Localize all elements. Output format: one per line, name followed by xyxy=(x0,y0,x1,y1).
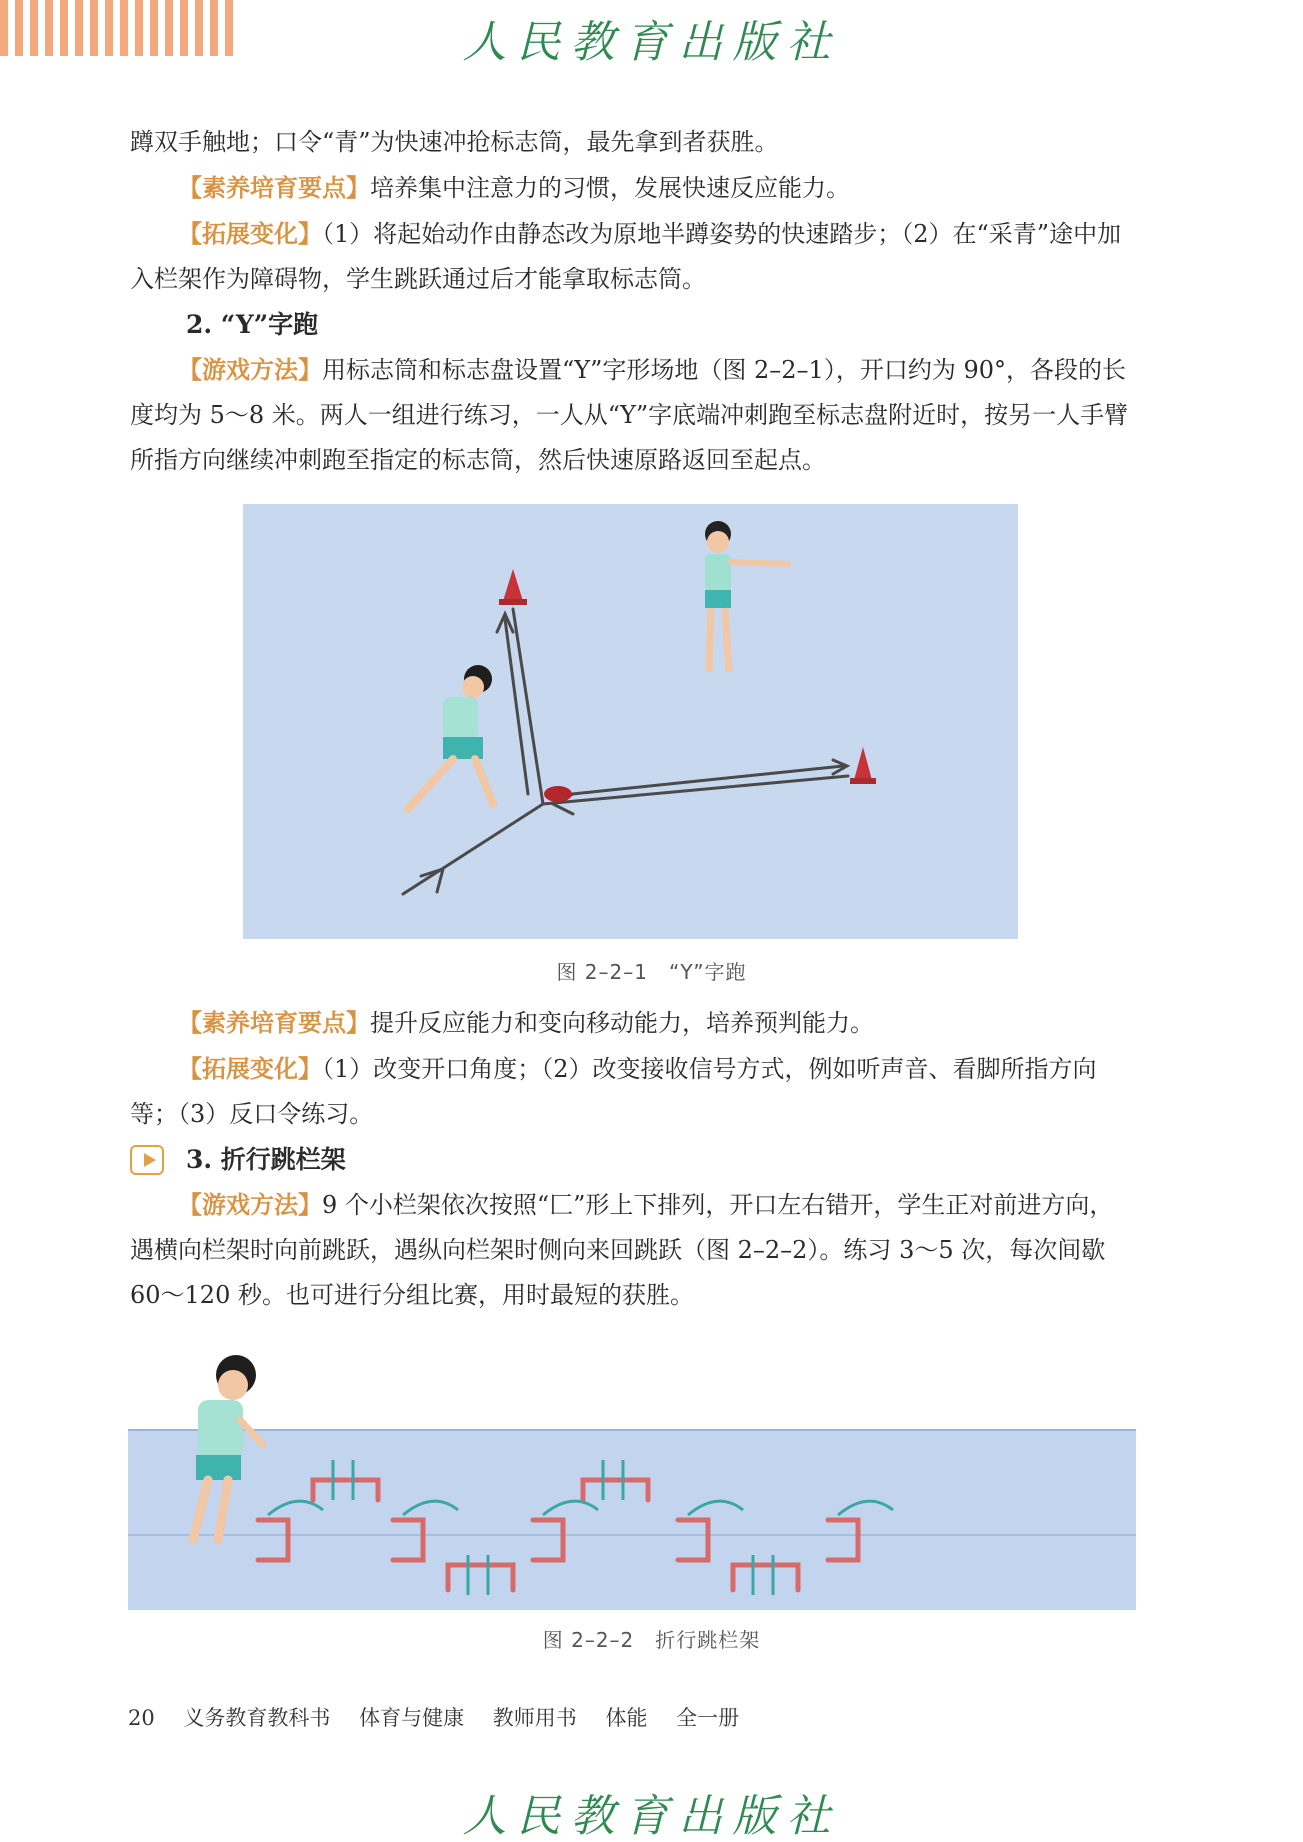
tag-extension-2: 【拓展变化】 xyxy=(178,1054,322,1083)
page-number: 20 xyxy=(128,1706,155,1730)
paragraph-4-text: 用标志筒和标志盘设置“Y”字形场地（图 2–2–1），开口约为 90°，各段的长度均为 5～8 米。两人一组进行练习，一人从“Y”字底端冲刺跑至标志盘附近时，按另一人手臂所指方向继续冲刺跑至指定的标志筒，然后快速原路返回至起点。 xyxy=(130,356,1129,474)
paragraph-6-text: （1）改变开口角度；（2）改变接收信号方式，例如听声音、看脚所指方向等；（3）反口令练习。 xyxy=(130,1055,1097,1128)
footer-book: 义务教育教科书 xyxy=(183,1706,331,1730)
footer-type: 教师用书 xyxy=(492,1706,577,1730)
section-heading-hurdles-text: 3. 折行跳栏架 xyxy=(186,1145,346,1174)
pointing-child-figure xyxy=(705,521,788,672)
y-base-path xyxy=(403,804,543,894)
page-footer xyxy=(128,1702,761,1732)
paragraph-7-text: 9 个小栏架依次按照“匚”形上下排列，开口左右错开，学生正对前进方向，遇横向栏架时向前跳跃，遇纵向栏架时侧向来回跳跃（图 2–2–2）。练习 3～5 次，每次间歇 60～120 秒。也可进行分组比赛，用时最短的获胜。 xyxy=(130,1191,1114,1309)
paragraph-6 xyxy=(130,1046,1135,1137)
paragraph-5-text: 提升反应能力和变向移动能力，培养预判能力。 xyxy=(370,1009,874,1037)
paragraph-2 xyxy=(130,165,1135,211)
tag-method: 【游戏方法】 xyxy=(178,355,322,384)
figure-y-run xyxy=(243,504,1018,939)
tag-literacy: 【素养培育要点】 xyxy=(178,173,370,202)
paragraph-2-text: 培养集中注意力的习惯，发展快速反应能力。 xyxy=(370,174,850,202)
page-body-lower xyxy=(130,1000,1135,1318)
marker-disc-icon xyxy=(544,786,572,802)
paragraph-4 xyxy=(130,347,1135,483)
figure-2-caption: 图 2–2–2 折行跳栏架 xyxy=(542,1628,761,1652)
figure-zigzag-hurdles xyxy=(128,1350,1136,1610)
footer-volume: 全一册 xyxy=(676,1706,740,1730)
paragraph-1: 蹲双手触地；口令“青”为快速冲抢标志筒，最先拿到者获胜。 xyxy=(130,128,779,156)
cone-left-icon xyxy=(499,569,527,605)
play-icon[interactable] xyxy=(130,1145,164,1175)
cone-right-icon xyxy=(850,747,876,784)
footer-subject: 体育与健康 xyxy=(359,1706,465,1730)
section-heading-y-run: 2. “Y”字跑 xyxy=(186,310,319,339)
y-run-illustration xyxy=(243,504,1018,939)
hurdles-illustration xyxy=(128,1350,1136,1610)
paragraph-3 xyxy=(130,211,1135,302)
footer-topic: 体能 xyxy=(605,1706,648,1730)
paragraph-7 xyxy=(130,1182,1135,1318)
tag-extension: 【拓展变化】 xyxy=(178,219,322,248)
publisher-logo-top: 人民教育出版社 xyxy=(462,17,841,68)
publisher-logo-bottom: 人民教育出版社 xyxy=(462,1791,841,1842)
page-body xyxy=(130,120,1135,483)
running-child-figure xyxy=(408,665,493,809)
paragraph-5 xyxy=(130,1000,1135,1046)
figure-1-caption: 图 2–2–1 “Y”字跑 xyxy=(556,960,747,984)
tag-method-2: 【游戏方法】 xyxy=(178,1190,322,1219)
paragraph-3-text: （1）将起始动作由静态改为原地半蹲姿势的快速踏步；（2）在“采青”途中加入栏架作为障碍物，学生跳跃通过后才能拿取标志筒。 xyxy=(130,220,1122,293)
tag-literacy-2: 【素养培育要点】 xyxy=(178,1008,370,1037)
section-heading-hurdles xyxy=(130,1137,1135,1182)
